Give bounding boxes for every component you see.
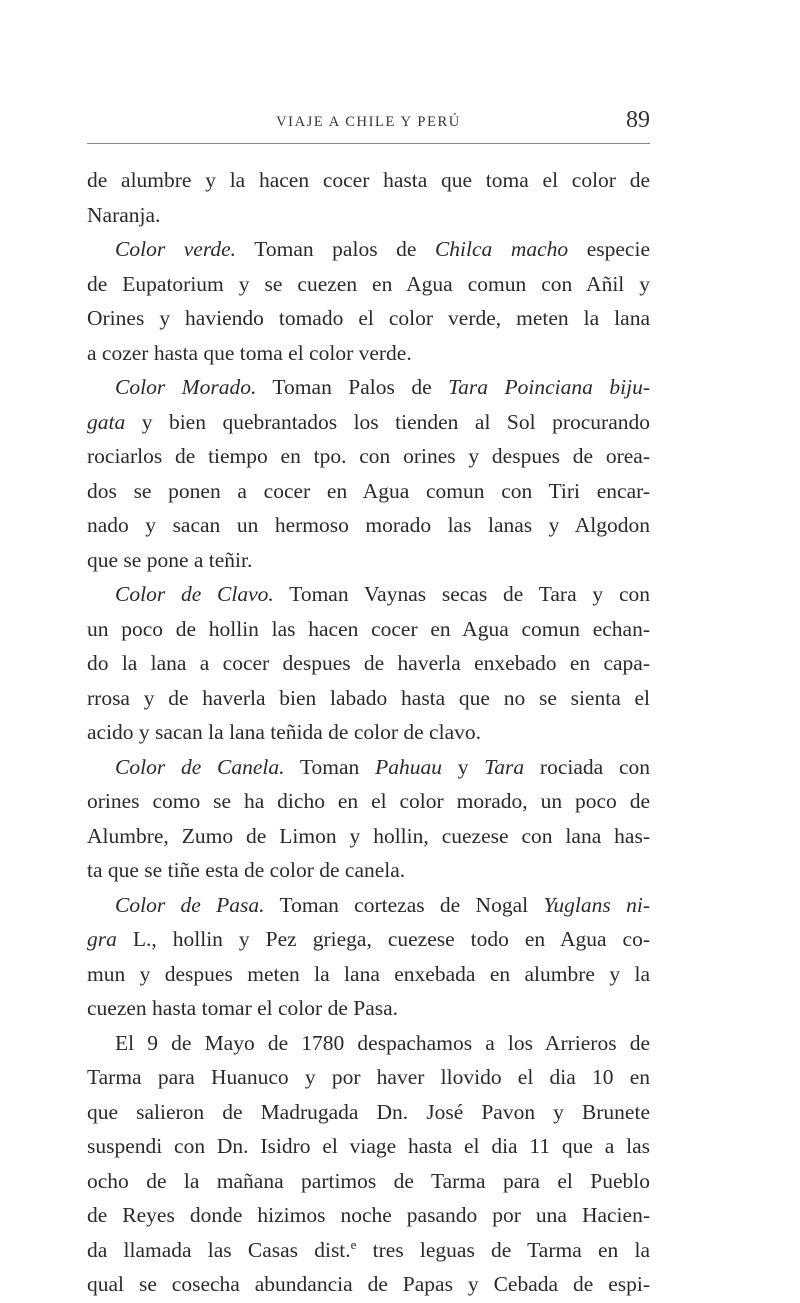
text-line: rociarlos de tiempo en tpo. con orines y despues de orea- [87, 444, 650, 468]
text-line: ta que se tiñe esta de color de canela. [87, 858, 406, 882]
paragraph-start-color-de-canela: Color de Canela. Toman Pahuau y Tara rociada con [115, 754, 650, 779]
section-heading: Color de Clavo. [115, 582, 274, 606]
section-heading: Color Morado. [115, 375, 257, 399]
text-line: mun y despues meten la lana enxebada en alumbre y la [87, 961, 650, 986]
text-line: Naranja. [87, 202, 161, 227]
species-name: Pahuau [375, 754, 442, 779]
running-title: VIAJE A CHILE Y PERÚ [276, 114, 461, 130]
text-line: a cozer hasta que toma el color verde. [87, 340, 412, 365]
section-heading: Color de Pasa. [115, 892, 265, 917]
superscript-abbreviation: e [350, 1236, 357, 1252]
paragraph-start-color-de-clavo: Color de Clavo. Toman Vaynas secas de Tara y con [115, 582, 650, 606]
text-line: dos se ponen a cocer en Agua comun con Tiri encar- [87, 478, 650, 503]
text-line: acido y sacan la lana teñida de color de clavo. [87, 720, 481, 744]
text-line: de Reyes donde hizimos noche pasando por una Hacien- [87, 1203, 650, 1227]
text-line: Alumbre, Zumo de Limon y hollin, cuezese con lana has- [87, 823, 650, 848]
species-name: Chilca macho [434, 237, 569, 261]
text-line: que se pone a teñir. [87, 547, 253, 572]
body-text [87, 163, 650, 1302]
text-line: nado y sacan un hermoso morado las lanas y Algodon [87, 513, 650, 537]
text-line: de Eupatorium y se cuezen en Agua comun con Añil y [87, 271, 650, 296]
text-line: ocho de la mañana partimos de Tarma para el Pueblo [87, 1168, 650, 1193]
text-line: Tarma para Huanuco y por haver llovido el dia 10 en [87, 1065, 650, 1089]
text-line: gra L., hollin y Pez griega, cuezese todo en Agua co- [87, 927, 650, 951]
text-line: gata y bien quebrantados los tienden al Sol procurando [87, 409, 650, 434]
page-number: 89 [626, 107, 650, 133]
paragraph-start-color-morado: Color Morado. Toman Palos de Tara Poinciana biju- [115, 375, 650, 399]
text-line: un poco de hollin las hacen cocer en Agua comun echan- [87, 616, 650, 641]
species-name: Yuglans ni- [543, 892, 650, 917]
text-line: orines como se ha dicho en el color morado, un poco de [87, 789, 650, 813]
running-head [87, 107, 650, 150]
paragraph-start-journey: El 9 de Mayo de 1780 despachamos a los Arrieros de [115, 1030, 650, 1055]
header-rule [87, 143, 650, 144]
species-name: Tara [484, 754, 525, 779]
species-name: gra [87, 927, 117, 951]
text-line: do la lana a cocer despues de haverla enxebado en capa- [87, 651, 650, 675]
text-line: que salieron de Madrugada Dn. José Pavon y Brunete [87, 1099, 650, 1124]
text-line: Orines y haviendo tomado el color verde, meten la lana [87, 306, 650, 330]
species-name: Tara Poinciana biju- [448, 375, 650, 399]
text-line: de alumbre y la hacen cocer hasta que toma el color de [87, 168, 650, 192]
text-line: cuezen hasta tomar el color de Pasa. [87, 996, 399, 1020]
text-line: da llamada las Casas dist.$^e$ tres leguas de Tarma en la [87, 1236, 650, 1262]
paragraph-start-color-verde: Color verde. Toman palos de Chilca macho especie [115, 237, 650, 261]
species-name: gata [87, 409, 126, 434]
section-heading: Color de Canela. [115, 754, 285, 779]
text-line: rrosa y de haverla bien labado hasta que no se sienta el [87, 685, 650, 710]
paragraph-start-color-de-pasa: Color de Pasa. Toman cortezas de Nogal Yuglans ni- [115, 892, 650, 917]
section-heading: Color verde. [115, 237, 237, 261]
text-line: qual se cosecha abundancia de Papas y Cebada de espi- [87, 1272, 650, 1296]
text-line: suspendi con Dn. Isidro el viage hasta el dia 11 que a las [87, 1134, 650, 1158]
